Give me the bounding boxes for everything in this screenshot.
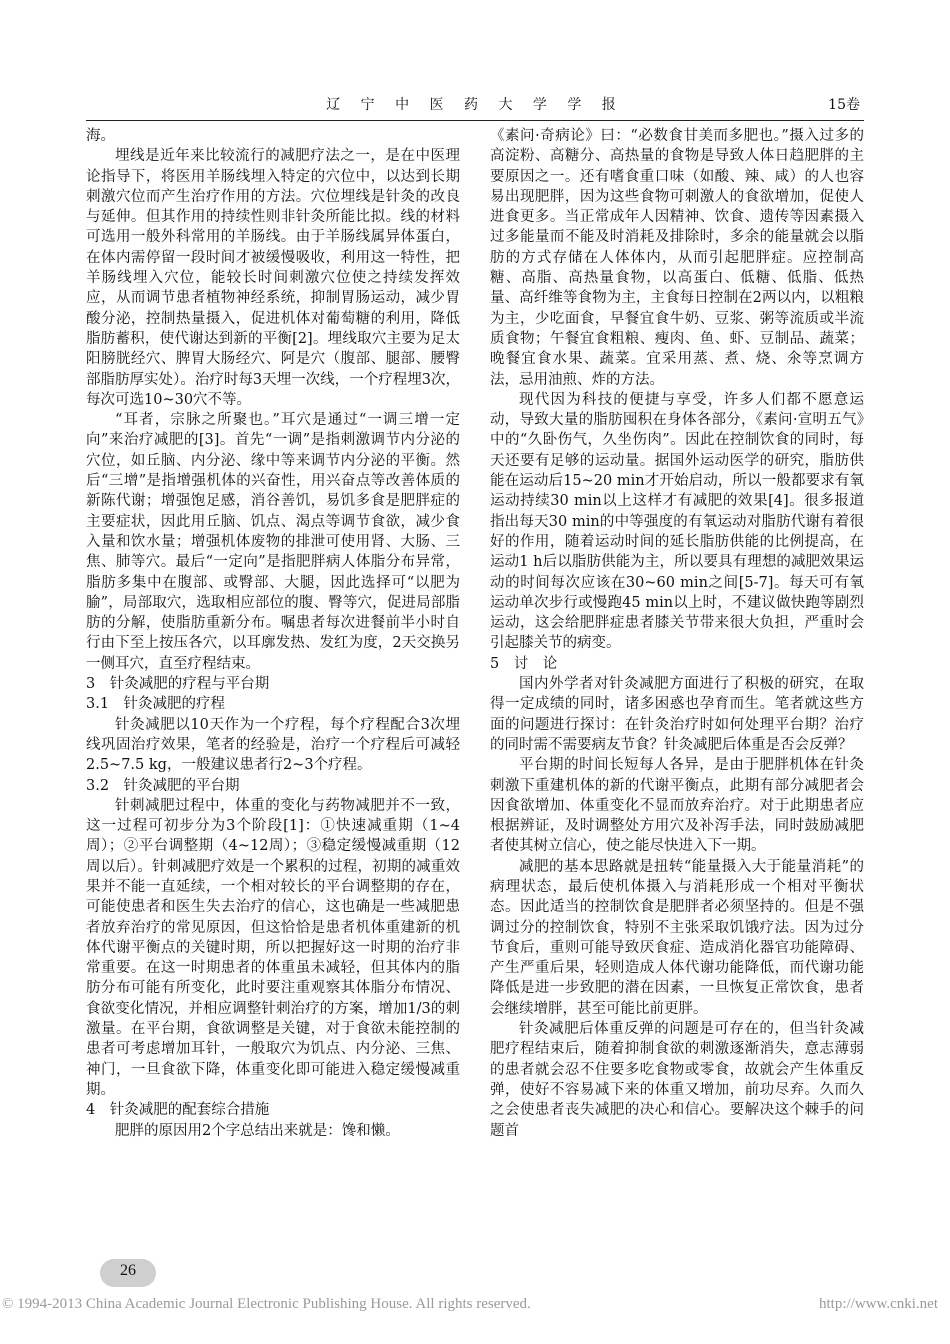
volume-label: 15卷 [828, 97, 860, 113]
paragraph: 现代因为科技的便捷与享受，许多人们都不愿意运动，导致大量的脂肪囤积在身体各部分，《素问·宣明五气》中的“久卧伤气，久坐伤肉”。因此在控制饮食的同时，每天还要有足够的运动量。据国外运动医学的研究，脂肪供能在运动后15~20 min才开始启动，所以一般都要求有氧运动持续30 min以上这样才有减肥的效果[4]。很多报道指出每天30 min的中等强度的有氧运动对脂肪代谢有着很好的作用，随着运动时间的延长脂肪供能的比例提高，在运动1 h后以脂肪供能为主，所以要具有理想的减肥效果运动的时间每次应该在30~60 min之间[5-7]。每天可有氧运动单次步行或慢跑45 min以上时，不建议做快跑等剧烈运动，这会给肥胖症患者膝关节带来很大负担，严重时会引起膝关节的病变。 [490, 391, 864, 652]
paragraph: 针灸减肥后体重反弹的问题是可存在的，但当针灸减肥疗程结束后，随着抑制食欲的刺激逐渐消失，意志薄弱的患者就会忍不住要多吃食物或零食，故就会产生体重反弹，使好不容易减下来的体重又增加，前功尽弃。久而久之会使患者丧失减肥的决心和信心。要解决这个棘手的问题首 [490, 1021, 864, 1139]
section-heading: 3.1 针灸减肥的疗程 [86, 696, 226, 713]
section-heading: 3 针灸减肥的疗程与平台期 [86, 676, 270, 693]
paragraph: 针灸减肥以10天作为一个疗程，每个疗程配合3次埋线巩固治疗效果，笔者的经验是，治疗一个疗程后可减轻2.5~7.5 kg，一般建议患者行2~3个疗程。 [86, 716, 460, 774]
paragraph: 海。 [86, 128, 115, 144]
paragraph: 平台期的时间长短每人各异，是由于肥胖机体在针灸刺激下重建机体的新的代谢平衡点，此期有部分减肥者会因食欲增加、体重变化不显而放弃治疗。对于此期患者应根据辨证，及时调整处方用穴及补泻手法，同时鼓励减肥者使其树立信心，使之能尽快进入下一期。 [490, 757, 864, 855]
paragraph: 肥胖的原因用2个字总结出来就是：馋和懒。 [115, 1122, 400, 1139]
section-heading: 5 讨 论 [490, 655, 558, 672]
paragraph: 针刺减肥过程中，体重的变化与药物减肥并不一致，这一过程可初步分为3个阶段[1]：①快速减重期（1~4周）；②平台调整期（4~12周）；③稳定缓慢减重期（12周以后）。针刺减肥疗效是一个累积的过程，初期的减重效果并不能一直延续，一个相对较长的平台调整期的存在，可能使患者和医生失去治疗的信心，这也确是一些减肥患者放弃治疗的常见原因，但这恰恰是患者机体重建新的机体代谢平衡点的关键时期，所以把握好这一时期的治疗非常重要。在这一时期患者的体重虽未减轻，但其体内的脂肪分布可能有所变化，此时要注重观察其体脂分布情况、食欲变化情况，并相应调整针刺治疗的方案，增加1/3的刺激量。在平台期，食欲调整是关键，对于食欲未能控制的患者可考虑增加耳针，一般取穴为饥点、内分泌、三焦、神门，一旦食欲下降，体重变化即可能进入稳定缓慢减重期。 [86, 797, 460, 1098]
page-number: 26 [120, 1262, 136, 1279]
paragraph: 减肥的基本思路就是扭转“能量摄入大于能量消耗”的病理状态，最后使机体摄入与消耗形成一个相对平衡状态。因此适当的控制饮食是肥胖者必须坚持的。但是不强调过分的控制饮食，特别不主张采取饥饿疗法。因为过分节食后，重则可能导致厌食症、造成消化器官功能障碍、产生严重后果，轻则造成人体代谢功能降低，而代谢功能降低是进一步致肥的潜在因素，一旦恢复正常饮食，患者会继续增胖，甚至可能比前更胖。 [490, 858, 864, 1017]
journal-title: 辽 宁 中 医 药 大 学 学 报 [326, 97, 624, 113]
left-column [86, 126, 460, 1276]
paragraph: 埋线是近年来比较流行的减肥疗法之一，是在中医理论指导下，将医用羊肠线埋入特定的穴位中，以达到长期刺激穴位而产生治疗作用的方法。穴位埋线是针灸的改良与延伸。但其作用的持续性则非针灸所能比拟。线的材料可选用一般外科常用的羊肠线。由于羊肠线属异体蛋白，在体内需停留一段时间才被缓慢吸收，利用这一特性，把羊肠线埋入穴位，能较长时间刺激穴位使之持续发挥效应，从而调节患者植物神经系统，抑制胃肠运动，减少胃酸分泌，控制热量摄入，促进机体对葡萄糖的利用，降低脂肪蓄积，使代谢达到新的平衡[2]。埋线取穴主要为足太阳膀胱经穴、脾胃大肠经穴、阿是穴（腹部、腿部、腰臀部脂肪厚实处）。治疗时每3天埋一次线，一个疗程埋3次，每次可选10~30穴不等。 [86, 148, 460, 408]
section-heading: 4 针灸减肥的配套综合措施 [86, 1102, 270, 1119]
paragraph: “耳者，宗脉之所聚也。”耳穴是通过“一调三增一定向”来治疗减肥的[3]。首先“一调”是指刺激调节内分泌的穴位，如丘脑、内分泌、缘中等来调节内分泌的平衡。然后“三增”是指增强机体的兴奋性，用兴奋点等改善体质的新陈代谢；增强饱足感，消谷善饥，易饥多食是肥胖症的主要症状，因此用丘脑、饥点、渴点等调节食欲，减少食入量和饮水量；增强机体废物的排泄可使用肾、大肠、三焦、肺等穴。最后“一定向”是指肥胖病人体脂分布异常，脂肪多集中在腹部、或臀部、大腿，因此选择可“以肥为腧”，局部取穴，选取相应部位的腹、臀等穴，促进局部脂肪的分解，使脂肪重新分布。嘱患者每次进餐前半小时自行由下至上按压各穴，以耳廓发热、发红为度，2天交换另一侧耳穴，直至疗程结束。 [86, 412, 460, 672]
copyright-notice: © 1994-2013 China Academic Journal Electronic Publishing House. All rights reserved. [2, 1296, 531, 1312]
right-column [490, 126, 864, 1276]
section-heading: 3.2 针灸减肥的平台期 [86, 777, 240, 794]
website-link[interactable]: http://www.cnki.net [818, 1296, 938, 1312]
running-header [86, 92, 864, 121]
paragraph: 国内外学者对针灸减肥方面进行了积极的研究，在取得一定成绩的同时，诸多困惑也孕育而生。笔者就这些方面的问题进行探讨：在针灸治疗时如何处理平台期？治疗的同时需不需要病友节食？针灸减肥后体重是否会反弹？ [490, 676, 864, 753]
paragraph: 《素问·奇病论》曰：“必数食甘美而多肥也。”摄入过多的高淀粉、高糖分、高热量的食物是导致人体日趋肥胖的主要原因之一。还有嗜食重口味（如酸、辣、咸）的人也容易出现肥胖，因为这些食物可刺激人的食欲增加，促使人进食更多。当正常成年人因精神、饮食、遗传等因素摄入过多能量而不能及时消耗及排除时，多余的能量就会以脂肪的方式存储在人体体内，从而引起肥胖症。应控制高糖、高脂、高热量食物，以高蛋白、低糖、低脂、低热量、高纤维等食物为主，主食每日控制在2两以内，以粗粮为主，少吃面食，早餐宜食牛奶、豆浆、粥等流质或半流质食物；午餐宜食粗粮、瘦肉、鱼、虾、豆制品、蔬菜；晚餐宜食水果、蔬菜。宜采用蒸、煮、烧、氽等烹调方法，忌用油煎、炸的方法。 [490, 128, 864, 388]
